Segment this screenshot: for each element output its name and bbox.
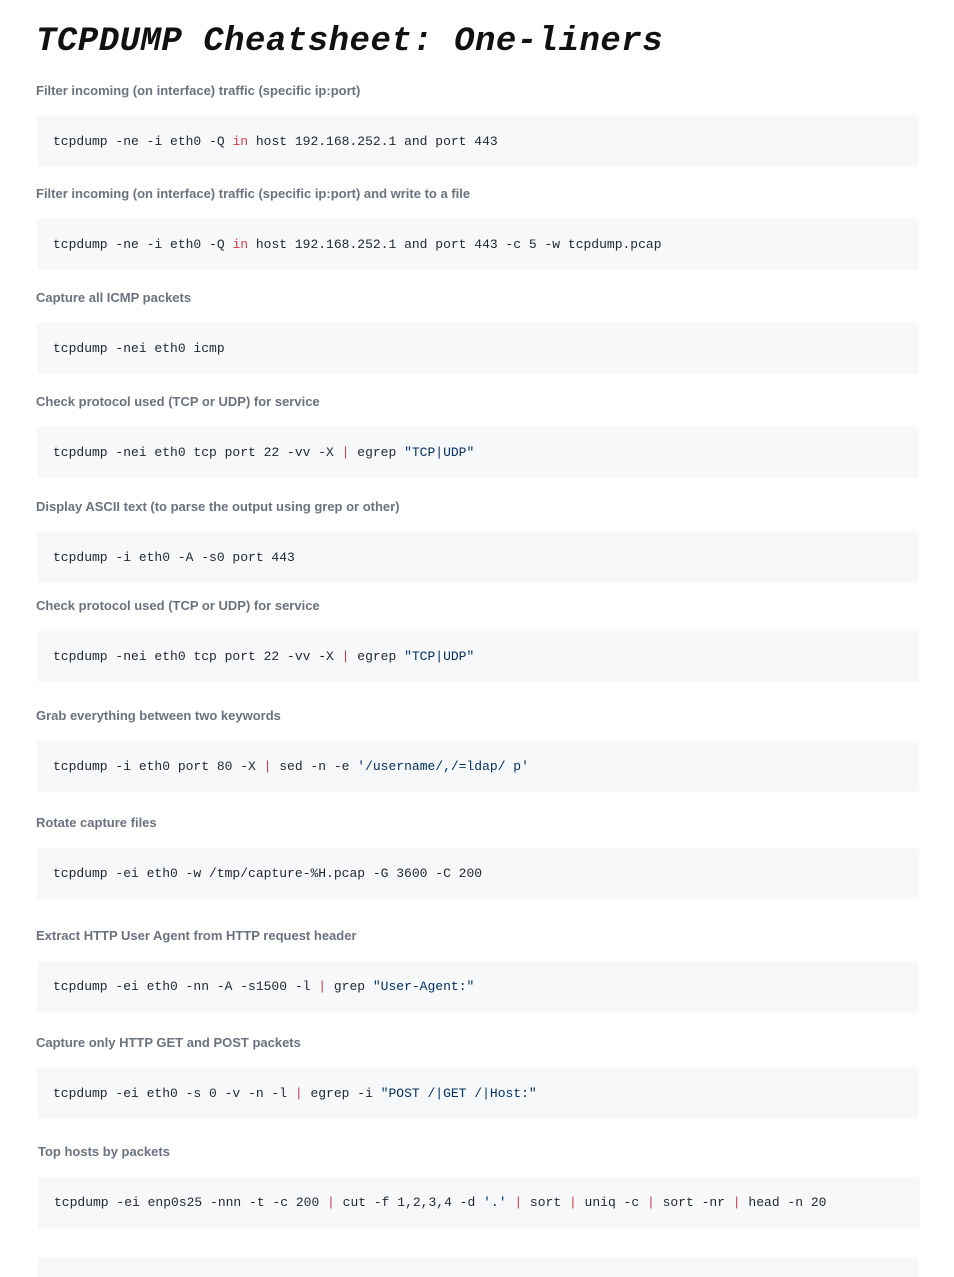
section-label: Capture all ICMP packets (36, 290, 192, 305)
code-keyword: | (646, 1195, 655, 1210)
code-text: tcpdump -ei eth0 -s 0 -v -n -l (53, 1086, 295, 1101)
code-keyword: | (568, 1195, 577, 1210)
code-text: egrep -i (302, 1086, 381, 1101)
code-block[interactable] (37, 848, 919, 899)
code-text: tcpdump -nei eth0 icmp (53, 341, 225, 356)
code-string: '.' (483, 1195, 507, 1210)
code-string: "TCP|UDP" (404, 649, 475, 664)
code-text: tcpdump -ei eth0 -w /tmp/capture-%H.pcap -G 3600 -C 200 (53, 866, 483, 881)
code-block[interactable] (37, 116, 919, 167)
code-text: egrep (349, 649, 405, 664)
section-label: Check protocol used (TCP or UDP) for service (36, 394, 320, 409)
code-text: cut -f 1,2,3,4 -d (334, 1195, 484, 1210)
code-keyword: | (341, 445, 350, 460)
code-string: "POST /|GET /|Host:" (380, 1086, 537, 1101)
code-text: tcpdump -ne -i eth0 -Q (53, 237, 233, 252)
code-text: head -n 20 (740, 1195, 827, 1210)
code-keyword: in (232, 237, 249, 252)
code-text: egrep (349, 445, 405, 460)
code-text: tcpdump -ei eth0 -nn -A -s1500 -l (53, 979, 319, 994)
code-text: tcpdump -i eth0 -A -s0 port 443 (53, 550, 295, 565)
section-label: Grab everything between two keywords (36, 708, 281, 723)
code-text: tcpdump -nei eth0 tcp port 22 -vv -X (53, 649, 342, 664)
code-keyword: | (327, 1195, 335, 1210)
code-block[interactable] (37, 219, 919, 270)
code-text: host 192.168.252.1 and port 443 (248, 134, 498, 149)
code-keyword: | (341, 649, 350, 664)
code-text: tcpdump -i eth0 port 80 -X (53, 759, 264, 774)
code-string: '/username/,/=ldap/ p' (357, 759, 529, 774)
section-label: Rotate capture files (36, 815, 157, 830)
code-text: sort (522, 1195, 569, 1210)
code-block-partial (37, 1257, 919, 1277)
code-block[interactable] (37, 961, 919, 1012)
code-text: tcpdump -ne -i eth0 -Q (53, 134, 233, 149)
section-label: Filter incoming (on interface) traffic (specific ip:port) and write to a file (36, 186, 471, 201)
code-keyword: | (318, 979, 327, 994)
section-label: Extract HTTP User Agent from HTTP request header (36, 928, 357, 943)
code-text: tcpdump -nei eth0 tcp port 22 -vv -X (53, 445, 342, 460)
code-keyword: | (263, 759, 272, 774)
section-label: Top hosts by packets (38, 1144, 170, 1159)
code-block[interactable] (37, 427, 919, 478)
code-text: sed -n -e (271, 759, 358, 774)
code-block[interactable] (37, 532, 919, 583)
section-label: Filter incoming (on interface) traffic (specific ip:port) (36, 83, 361, 98)
section-label: Check protocol used (TCP or UDP) for service (36, 598, 320, 613)
code-keyword: | (732, 1195, 741, 1210)
page-title: TCPDUMP Cheatsheet: One-liners (36, 23, 664, 61)
code-keyword: | (514, 1195, 523, 1210)
code-text: grep (326, 979, 373, 994)
section-label: Display ASCII text (to parse the output using grep or other) (36, 499, 400, 514)
code-text: tcpdump -ei enp0s25 -nnn -t -c 200 (54, 1195, 328, 1210)
code-text: uniq -c (576, 1195, 647, 1210)
section-label: Capture only HTTP GET and POST packets (36, 1035, 301, 1050)
code-block[interactable] (38, 1177, 920, 1228)
code-keyword: in (232, 134, 249, 149)
code-block[interactable] (37, 323, 919, 374)
code-text (507, 1195, 515, 1210)
code-text: sort -nr (654, 1195, 733, 1210)
code-block[interactable] (37, 741, 919, 792)
code-string: "User-Agent:" (372, 979, 475, 994)
code-keyword: | (294, 1086, 303, 1101)
code-text: host 192.168.252.1 and port 443 -c 5 -w tcpdump.pcap (248, 237, 662, 252)
code-block[interactable] (37, 631, 919, 682)
code-block[interactable] (37, 1068, 919, 1119)
code-string: "TCP|UDP" (404, 445, 475, 460)
